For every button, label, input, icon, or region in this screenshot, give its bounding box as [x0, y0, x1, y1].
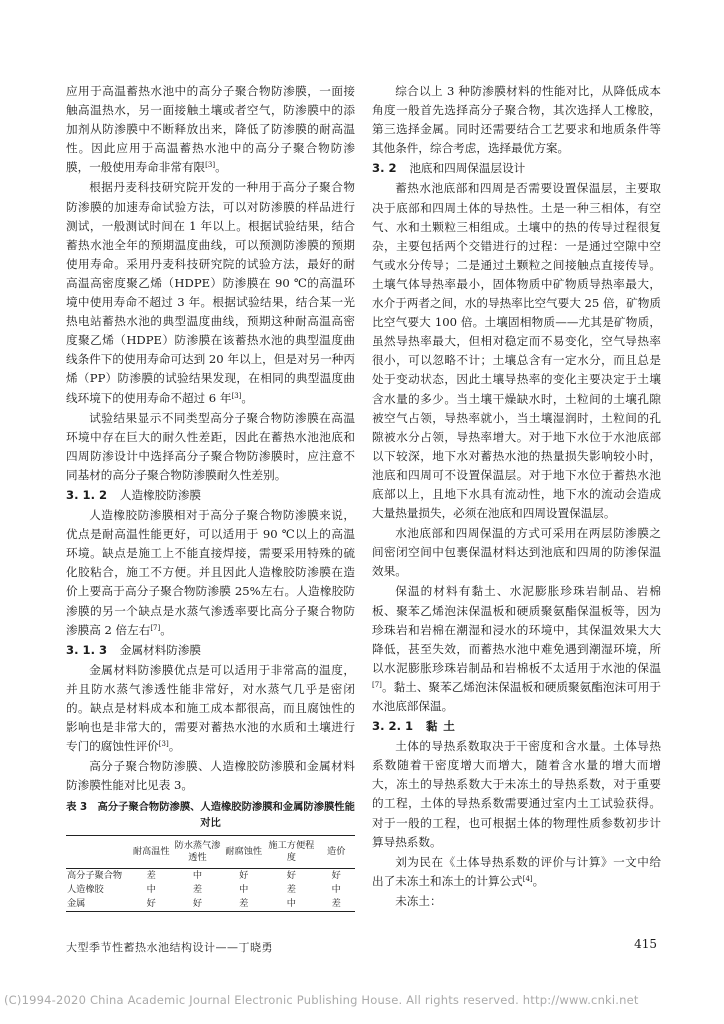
section-heading-3-2-1: 3. 2. 1 黏土 — [372, 719, 461, 734]
table-row — [66, 897, 355, 912]
table-cell: 人造橡胶 — [67, 884, 104, 896]
table-cell: 好 — [192, 898, 203, 910]
paragraph: 试验结果显示不同类型高分子聚合物防渗膜在高温环境中存在巨大的耐久性差距，因此在蓄热水池池底和四周防渗设计中选择高分子聚合物防渗膜时，应注意不同基材的高分子聚合物防渗膜耐久性差别。 — [66, 410, 355, 482]
right-column — [372, 82, 661, 912]
paragraph: 水池底部和四周保温的方式可采用在两层防渗膜之间密闭空间中包裹保温材料达到池底和四周的防渗保温效果。 — [372, 526, 661, 579]
table-row — [66, 883, 355, 897]
paragraph: 土体的导热系数取决于干密度和含水量。土体导热系数随着干密度增大而增大，随着含水量的增大而增大，冻土的导热系数大于未冻土的导热系数，对于重要的工程，土体的导热系数需要通过室内土工试验获得。对于一般的工程，也可根据土体的物理性质参数初步计算导热系数。 — [372, 739, 661, 849]
paragraph: 刘为民在《土体导热系数的评价与计算》一文中给出了未冻土和冻土的计算公式[4]。 — [372, 854, 661, 888]
paragraph: 未冻土： — [395, 893, 442, 908]
table-cell: 差 — [192, 884, 203, 896]
table-cell: 好 — [331, 870, 341, 882]
paragraph: 应用于高温蓄热水池中的高分子聚合物防渗膜，一面接触高温热水，另一面接触土壤或者空气，防渗膜中的添加剂从防渗膜中不断释放出来，降低了防渗膜的耐高温性。因此应用于高温蓄热水池中的高分子聚合物防渗膜，一般使用寿命非常有限[3]。 — [66, 84, 355, 175]
citation[interactable]: [7] — [372, 680, 382, 689]
left-column — [66, 82, 355, 912]
table-row — [66, 869, 355, 884]
paragraph: 蓄热水池底部和四周是否需要设置保温层，主要取决于底部和四周土体的导热性。土是一种三相体，有空气、水和土颗粒三相组成。土壤中的热的传导过程很复杂，主要包括两个交错进行的过程：一是通过空隙中空气或水分传导；二是通过土颗粒之间接触点直接传导。土壤气体导热率最小，固体物质中矿物质导热率最大，水介于两者之间，水的导热率比空气要大 25 倍，矿物质比空气要大 100 倍。土壤固相物质——尤其是矿物质，虽然导热率最大，但相对稳定而不易变化，空气导热率很小，可以忽略不计；土壤总含有一定水分，而且总是处于变动状态，因此土壤导热率的变化主要决定于土壤含水量的多少。当土壤干燥缺水时，土粒间的土壤孔隙被空气占领，导热率就小，当土壤湿润时，土粒间的孔隙被水分占领，导热率增大。对于地下水位于水池底部以下较深，地下水对蓄热水池的热量损失影响较小时，池底和四周可不设置保温层。对于地下水位于蓄热水池底部以上，且地下水具有流动性，地下水的流动会造成大量热量损失，必须在池底和四周设置保温层。 — [372, 181, 661, 521]
paragraph: 高分子聚合物防渗膜、人造橡胶防渗膜和金属材料防渗膜性能对比见表 3。 — [66, 759, 355, 793]
paragraph: 保温的材料有黏土、水泥膨胀珍珠岩制品、岩棉板、聚苯乙烯泡沫保温板和硬质聚氨酯保温板等，因为珍珠岩和岩棉在潮湿和浸水的环境中，其保温效果大大降低，甚至失效，而蓄热水池中难免遇到潮湿环境，所以水泥膨胀珍珠岩制品和岩棉板不太适用于水池的保温[7]。黏土、聚苯乙烯泡沫保温板和硬质聚氨酯泡沫可用于水池底部保温。 — [372, 584, 661, 713]
table-cell: 差 — [331, 898, 341, 910]
table-cell: 高分子聚合物 — [67, 870, 123, 882]
table-cell: 好 — [286, 870, 296, 882]
comparison-table — [66, 835, 355, 912]
paragraph: 金属材料防渗膜优点是可以适用于非常高的温度，并且防水蒸气渗透性能非常好，对水蒸气几乎是密闭的。缺点是材料成本和施工成本都很高，而且腐蚀性的影响也是非常大的，需要对蓄热水池的水质和土壤进行专门的腐蚀性评价[3]。 — [66, 662, 355, 754]
section-heading-3-2: 3. 2 池底和四周保温层设计 — [372, 161, 526, 176]
paragraph: 人造橡胶防渗膜相对于高分子聚合物防渗膜来说，优点是耐高温性能更好，可以适用于 90 ℃以上的高温环境。缺点是施工上不能直接焊接，需要采用特殊的硫化胶粘合，施工不方便。并且因此人造橡胶防渗膜在造价上要高于高分子聚合物防渗膜 25%左右。人造橡胶防渗膜的另一个缺点是水蒸气渗透率要比高分子聚合物防渗膜高 2 倍左右[7]。 — [66, 508, 355, 637]
citation[interactable]: [4] — [522, 874, 533, 883]
running-title: 大型季节性蓄热水池结构设计——丁晓勇 — [66, 941, 273, 954]
table-cell: 好 — [239, 870, 249, 882]
table-cell: 中 — [239, 884, 249, 896]
table-cell: 中 — [331, 884, 341, 896]
citation[interactable]: [3] — [205, 161, 216, 170]
table-header-cell: 防水蒸气渗透性 — [173, 836, 222, 869]
table-header-cell: 造价 — [317, 836, 355, 869]
table-header-cell: 耐高温性 — [130, 836, 173, 869]
table-cell: 中 — [192, 870, 203, 882]
table-header-cell — [66, 836, 130, 869]
section-heading-3-1-3: 3. 1. 3 金属材料防渗膜 — [66, 642, 202, 657]
paragraph: 综合以上 3 种防渗膜材料的性能对比，从降低成本角度一般首先选择高分子聚合物，其次选择人工橡胶，第三选择金属。同时还需要结合工艺要求和地质条件等其他条件，综合考虑，选择最优方案。 — [372, 84, 661, 156]
table-header-cell: 耐腐蚀性 — [222, 836, 265, 869]
table-caption: 表 3 高分子聚合物防渗膜、人造橡胶防渗膜和金属防渗膜性能对比 — [66, 801, 355, 830]
section-heading-3-1-2: 3. 1. 2 人造橡胶防渗膜 — [66, 487, 202, 502]
table-cell: 中 — [146, 884, 156, 896]
table-header-row — [66, 836, 355, 869]
table-cell: 差 — [239, 898, 249, 910]
table-cell: 差 — [146, 870, 156, 882]
table-cell: 金属 — [67, 898, 86, 910]
table-cell: 差 — [286, 884, 296, 896]
table-header-cell: 施工方便程度 — [265, 836, 317, 869]
citation[interactable]: [7] — [150, 623, 161, 632]
page-number: 415 — [634, 937, 657, 951]
copyright-watermark: (C)1994-2020 China Academic Journal Electronic Publishing House. All rights reserved. http://www.cnki.net — [4, 993, 639, 1007]
paragraph: 根据丹麦科技研究院开发的一种用于高分子聚合物防渗膜的加速寿命试验方法，可以对防渗膜的样品进行测试，一般测试时间在 1 年以上。根据试验结果，结合蓄热水池全年的预期温度曲线，可以预测防渗膜的预期使用寿命。采用丹麦科技研究院的试验方法，最好的耐高温高密度聚乙烯（HDPE）防渗膜在 90 ℃的高温环境中使用寿命不超过 3 年。根据试验结果，结合某一光热电站蓄热水池的典型温度曲线，预期这种耐高温高密度聚乙烯（HDPE）防渗膜在该蓄热水池的典型温度曲线条件下的使用寿命可达到 20 年以上，但是对另一种丙烯（PP）防渗膜的试验结果发现，在相同的典型温度曲线环境下的使用寿命不超过 6 年[3]。 — [66, 180, 355, 405]
citation[interactable]: [3] — [231, 391, 242, 400]
citation[interactable]: [3] — [158, 740, 169, 749]
table-cell: 好 — [146, 898, 156, 910]
table-cell: 中 — [286, 898, 296, 910]
